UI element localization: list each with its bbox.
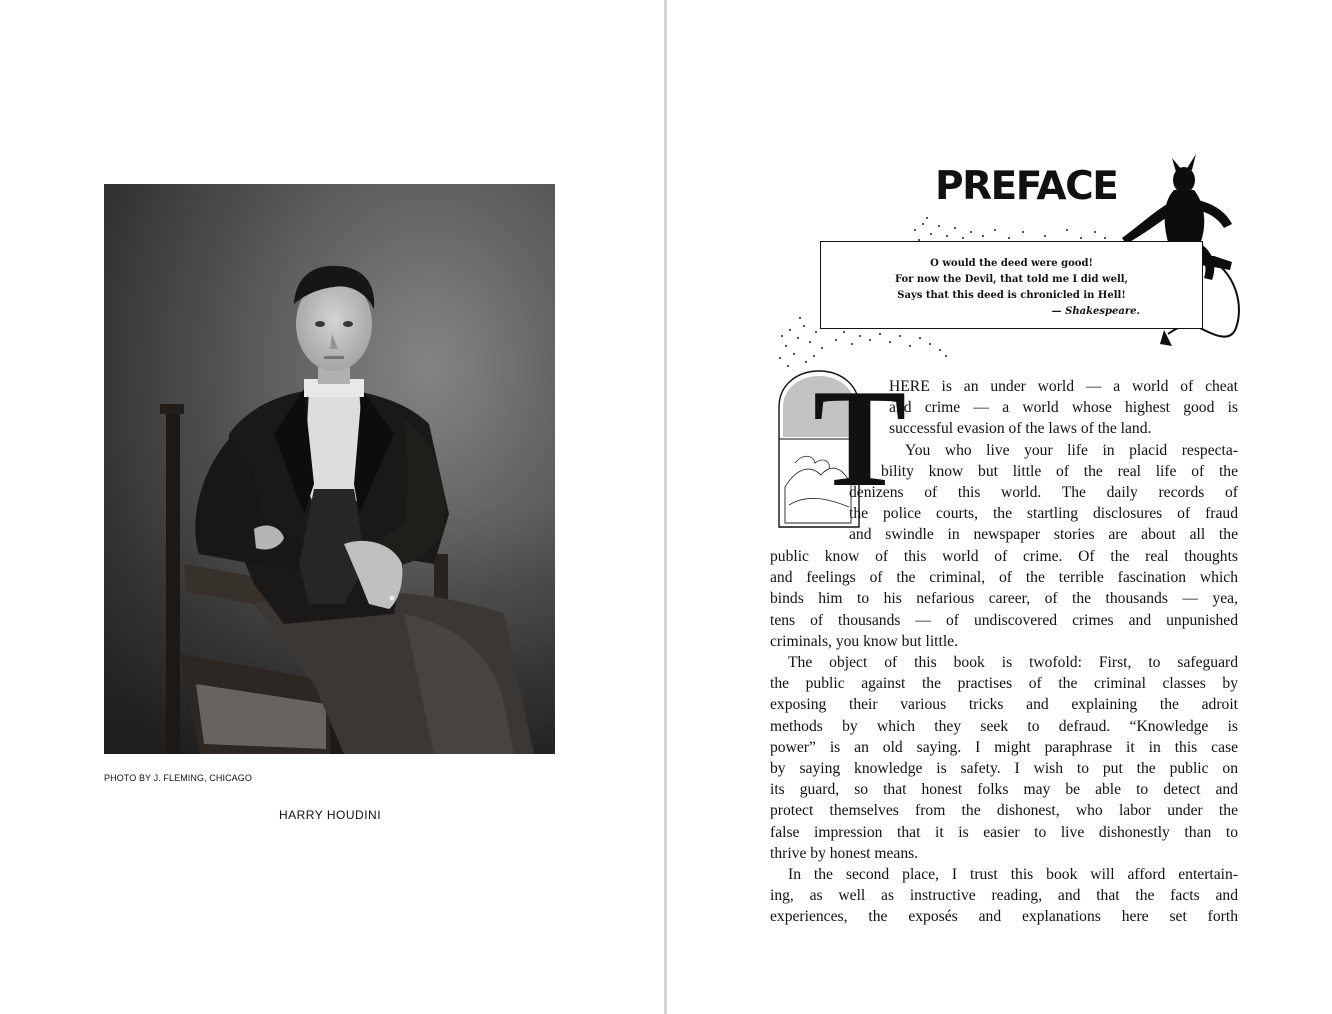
text-line: by saying knowledge is safety. I wish to put the public on xyxy=(770,760,1238,778)
text-line: and swindle in newspaper stories are about all the xyxy=(849,526,1238,544)
preface-text-wrap-middle xyxy=(849,482,1238,546)
text-line: ing, as well as instructive reading, and that the facts and xyxy=(770,887,1238,905)
preface-text-body xyxy=(770,546,1238,928)
preface-heading: PREFACE xyxy=(935,164,1118,209)
text-line: thrive by honest means. xyxy=(770,844,919,862)
text-line: The object of this book is twofold: First, to safeguard xyxy=(788,654,1238,672)
text-line: tens of thousands — of undiscovered crimes and unpunished xyxy=(770,611,1238,629)
text-line: successful evasion of the laws of the land. xyxy=(889,420,1152,438)
epigraph-line: For now the Devil, that told me I did well, xyxy=(894,274,1129,285)
text-line: and crime — a world whose highest good is xyxy=(889,399,1238,417)
text-line: exposing their various tricks and explaining the adroit xyxy=(770,696,1238,714)
drop-cap-letter: T xyxy=(813,361,907,516)
houdini-portrait-photo xyxy=(104,184,555,754)
epigraph-box xyxy=(820,241,1203,329)
text-line: criminals, you know but little. xyxy=(770,632,958,650)
text-line: bility know but little of the real life of the xyxy=(881,462,1238,480)
text-line: false impression that it is easier to live dishonestly than to xyxy=(770,823,1238,841)
text-line: public know of this world of crime. Of the real thoughts xyxy=(770,548,1238,565)
text-line: protect themselves from the dishonest, who labor under the xyxy=(770,802,1238,820)
text-line: denizens of this world. The daily records of xyxy=(849,484,1238,501)
left-page xyxy=(0,0,664,1014)
text-line: and feelings of the criminal, of the terrible fascination which xyxy=(770,569,1238,587)
text-line: power” is an old saying. I might paraphrase it in this case xyxy=(770,738,1238,756)
preface-text-wrap-top xyxy=(881,376,1238,482)
photo-credit: PHOTO BY J. FLEMING, CHICAGO xyxy=(104,773,252,783)
epigraph-attribution: — Shakespeare. xyxy=(1051,306,1140,317)
epigraph-line: Says that this deed is chronicled in Hell! xyxy=(897,290,1126,301)
speckle-ornament-top xyxy=(905,212,1125,244)
epigraph-line: O would the deed were good! xyxy=(930,258,1093,269)
text-line: methods by which they seek to defraud. “Knowledge is xyxy=(770,717,1238,735)
text-line: experiences, the exposés and explanations here set forth xyxy=(770,908,1238,926)
text-line: binds him to his nefarious career, of the thousands — yea, xyxy=(770,590,1238,608)
text-line: In the second place, I trust this book will afford entertain- xyxy=(788,866,1238,884)
text-line: the police courts, the startling disclosures of fraud xyxy=(849,505,1238,523)
portrait-caption: HARRY HOUDINI xyxy=(278,808,382,822)
text-line: the public against the practises of the criminal classes by xyxy=(770,675,1238,693)
text-line: HERE is an under world — a world of cheat xyxy=(889,378,1238,395)
text-line: You who live your life in placid respecta- xyxy=(905,441,1238,459)
text-line: its guard, so that honest folks may be able to detect and xyxy=(770,781,1238,799)
